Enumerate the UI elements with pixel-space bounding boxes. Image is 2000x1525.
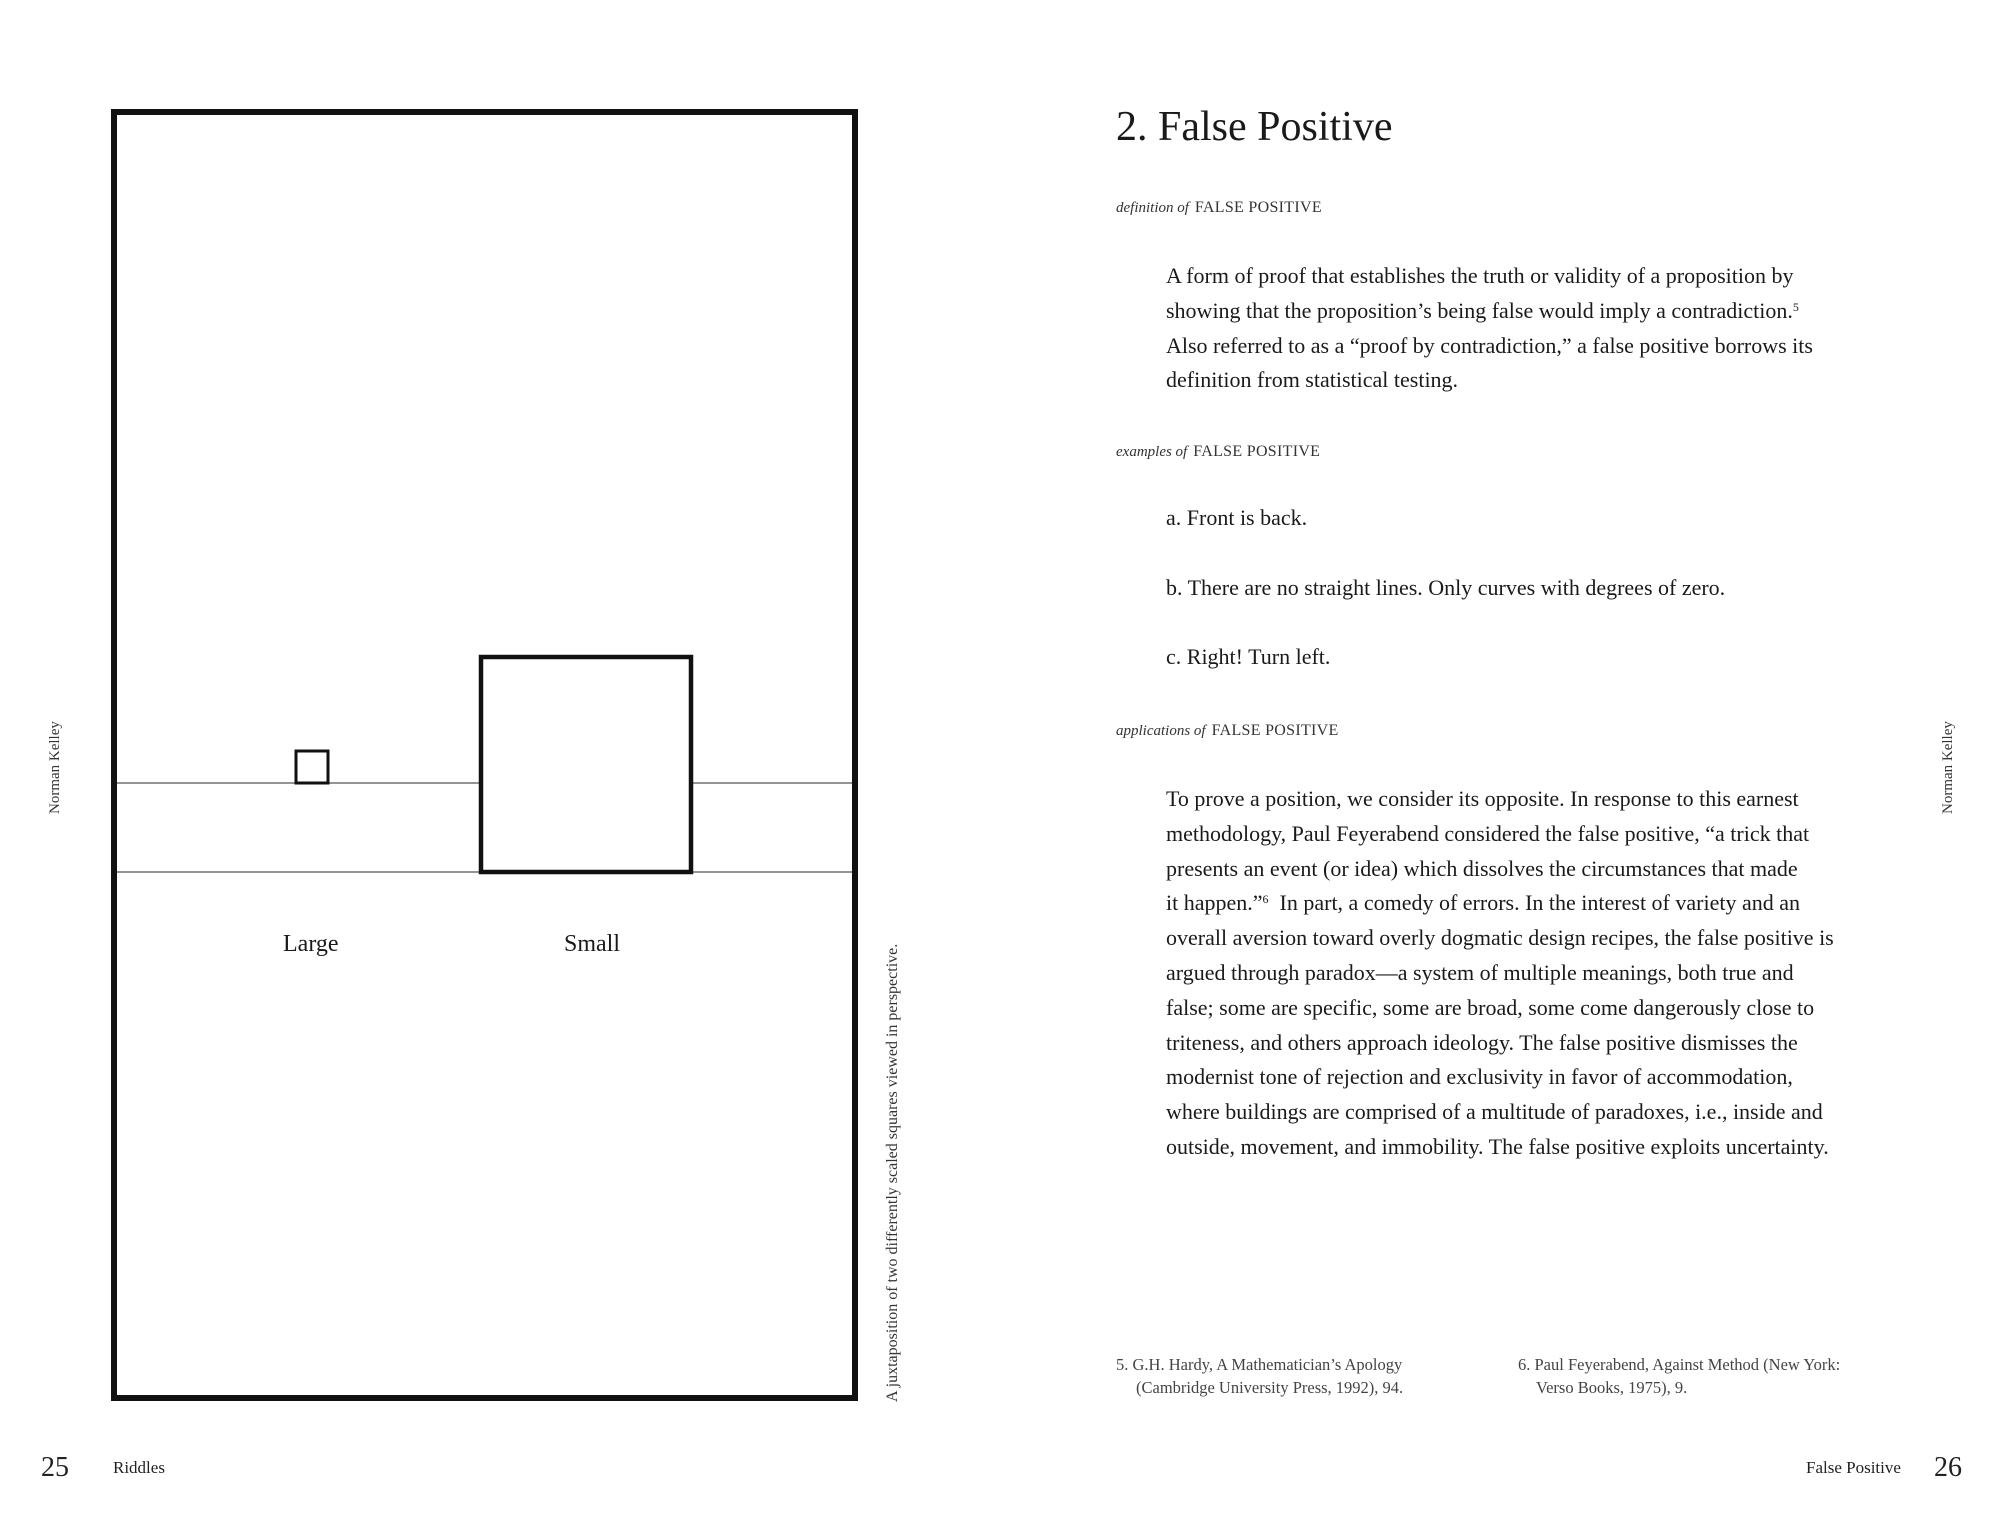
definition-label-term: FALSE POSITIVE (1194, 199, 1322, 216)
large-square (481, 657, 691, 872)
examples-label-term: FALSE POSITIVE (1193, 443, 1321, 460)
applications-label (1116, 722, 1339, 740)
applications-label-lead: applications of (1116, 723, 1206, 739)
applications-line: outside, movement, and immobility. The false positive exploits uncertainty. (1166, 1133, 1829, 1159)
applications-label-term: FALSE POSITIVE (1211, 722, 1339, 739)
footnote-line: Verso Books, 1975), 9. (1536, 1378, 1688, 1397)
page-title: 2. False Positive (1116, 104, 1393, 150)
left-running-author: Norman Kelley (47, 721, 63, 814)
definition-line (1166, 294, 1966, 329)
applications-line: where buildings are comprised of a multitude of paradoxes, i.e., inside and (1166, 1099, 1823, 1125)
label-small: Small (564, 931, 621, 957)
definition-line-text: showing that the proposition’s being false would imply a contradiction. (1166, 297, 1793, 323)
footnote-5 (1116, 1353, 1496, 1399)
label-large: Large (283, 931, 339, 957)
definition-label-lead: definition of (1116, 200, 1189, 216)
left-folio: 25 (41, 1452, 69, 1483)
footnote-ref-6: 6 (1262, 892, 1269, 907)
footnote-line: 5. G.H. Hardy, A Mathematician’s Apology (1116, 1355, 1403, 1374)
applications-line: triteness, and others approach ideology. The false positive dismisses the (1166, 1029, 1798, 1055)
applications-line: modernist tone of rejection and exclusivity in favor of accommodation, (1166, 1064, 1793, 1090)
footnote-line: 6. Paul Feyerabend, Against Method (New York: (1518, 1355, 1841, 1374)
example-item-a: a. Front is back. (1166, 505, 1308, 530)
perspective-diagram (117, 115, 852, 1395)
applications-line: overall aversion toward overly dogmatic design recipes, the false positive is (1166, 925, 1834, 951)
applications-line: presents an event (or idea) which dissolves the circumstances that made (1166, 855, 1798, 881)
applications-line-text: In part, a comedy of errors. In the interest of variety and an (1268, 890, 1800, 916)
footnote-line: (Cambridge University Press, 1992), 94. (1136, 1378, 1404, 1397)
applications-text (1166, 782, 1976, 1165)
footnote-6 (1518, 1353, 1898, 1399)
applications-line: argued through paradox—a system of multiple meanings, both true and (1166, 959, 1794, 985)
left-running-title: Riddles (113, 1458, 165, 1477)
footnote-ref-5: 5 (1792, 299, 1799, 314)
applications-line: methodology, Paul Feyerabend considered the false positive, “a trick that (1166, 820, 1810, 846)
examples-label-lead: examples of (1116, 444, 1188, 460)
example-item-c: c. Right! Turn left. (1166, 644, 1331, 669)
examples-label (1116, 443, 1320, 461)
applications-line: false; some are specific, some are broad, some come dangerously close to (1166, 994, 1815, 1020)
definition-text (1166, 259, 1966, 398)
right-running-author: Norman Kelley (1940, 721, 1956, 814)
figure-caption: A juxtaposition of two differently scaled squares viewed in perspective. (884, 943, 901, 1402)
definition-line: Also referred to as a “proof by contradiction,” a false positive borrows its (1166, 332, 1813, 358)
example-item-b: b. There are no straight lines. Only curves with degrees of zero. (1166, 575, 1726, 600)
applications-line: To prove a position, we consider its opposite. In response to this earnest (1166, 786, 1799, 811)
applications-line (1166, 886, 1976, 921)
definition-line: A form of proof that establishes the truth or validity of a proposition by (1166, 263, 1794, 288)
right-folio: 26 (1934, 1452, 1962, 1483)
definition-label (1116, 199, 1322, 217)
right-running-title: False Positive (1806, 1458, 1901, 1477)
figure-frame (111, 109, 858, 1401)
small-square (296, 751, 328, 783)
applications-line-text: it happen.” (1166, 890, 1263, 916)
definition-line: definition from statistical testing. (1166, 367, 1459, 393)
